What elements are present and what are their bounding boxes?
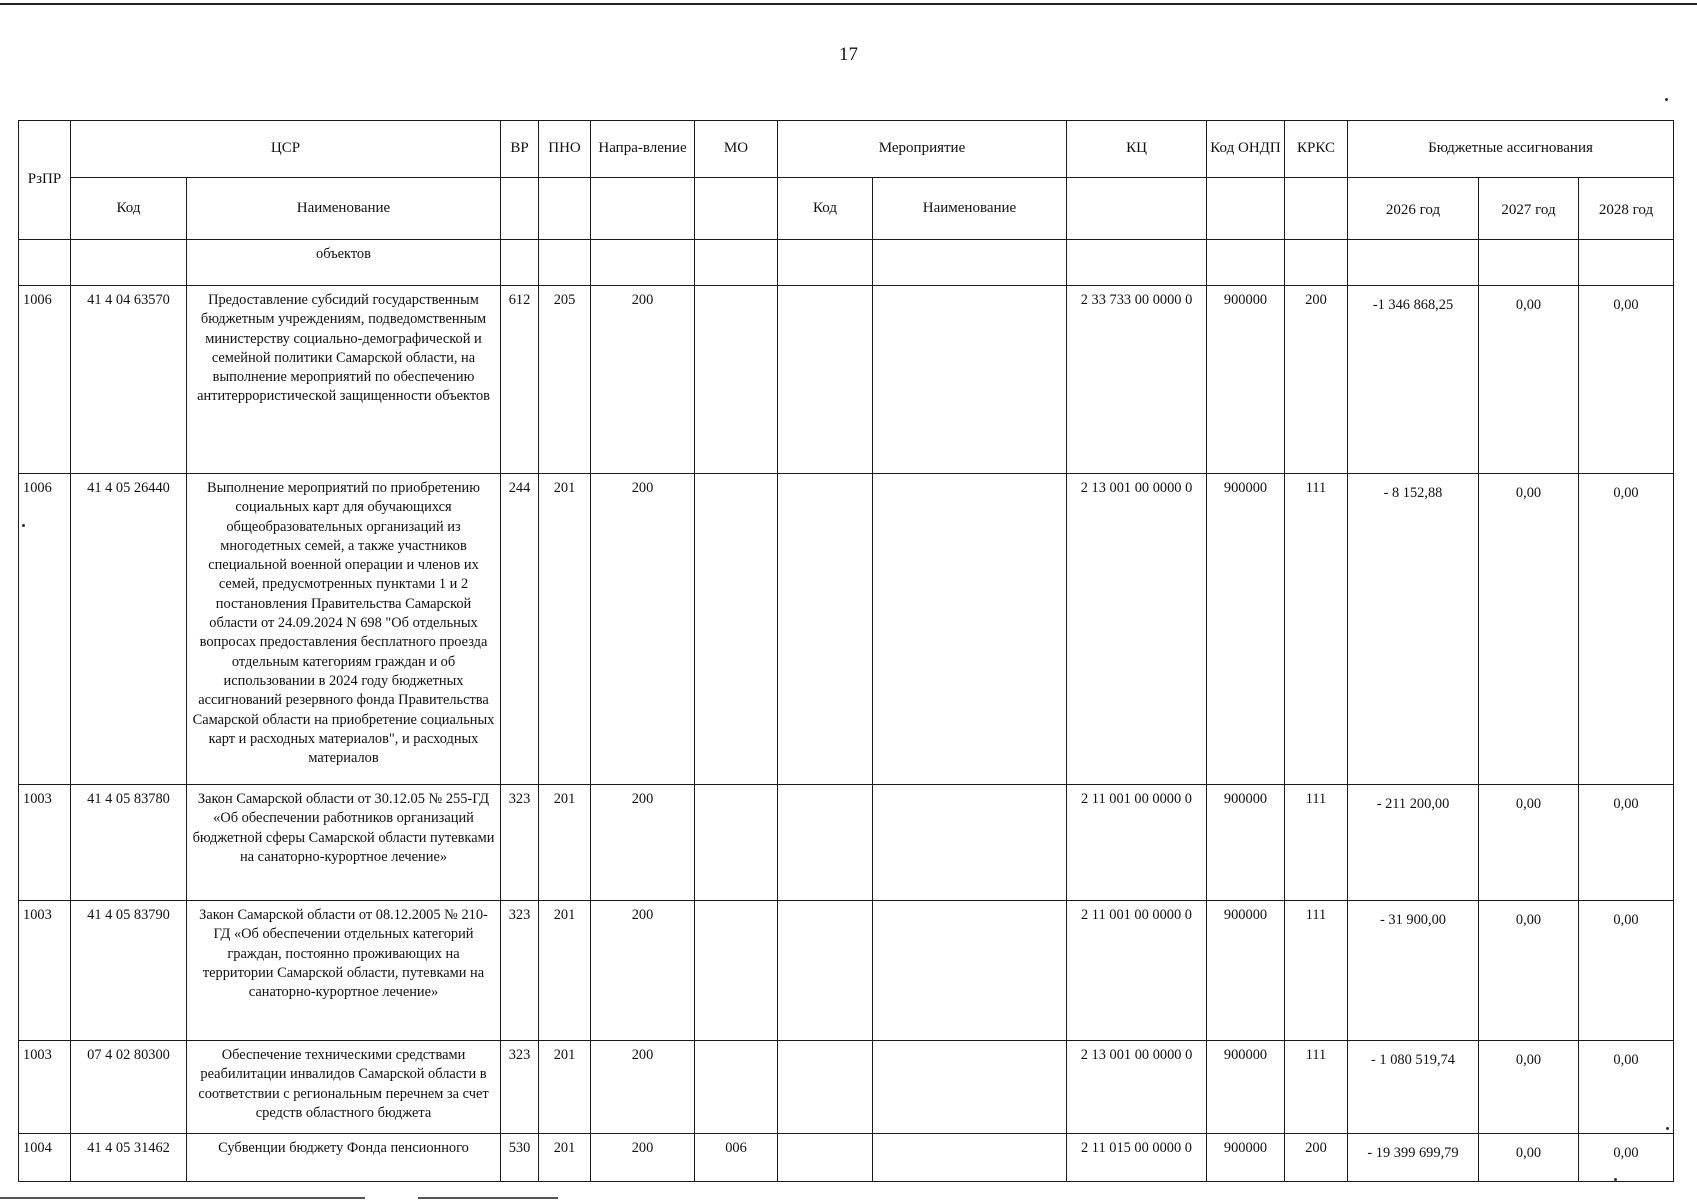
cell-event-code [778, 474, 873, 785]
cell-empty [1207, 240, 1285, 286]
table-row [19, 286, 1674, 474]
col-header-rzpr: РзПР [19, 121, 71, 240]
cell-kc: 2 13 001 00 0000 0 [1067, 474, 1207, 785]
cell-ondp: 900000 [1207, 785, 1285, 901]
col-header-empty [591, 178, 695, 240]
table-row [19, 785, 1674, 901]
cell-name-continuation: объектов [187, 240, 501, 286]
cell-2028: 0,00 [1579, 474, 1674, 785]
cell-kc: 2 11 001 00 0000 0 [1067, 785, 1207, 901]
cell-2026: - 211 200,00 [1348, 785, 1479, 901]
cell-rzpr: 1006 [19, 474, 71, 785]
col-header-empty [695, 178, 778, 240]
table-row [19, 901, 1674, 1041]
cell-direction: 200 [591, 1041, 695, 1134]
cell-krks: 111 [1285, 785, 1348, 901]
cell-pno: 205 [539, 286, 591, 474]
cell-direction: 200 [591, 286, 695, 474]
cell-2026: - 1 080 519,74 [1348, 1041, 1479, 1134]
cell-name: Субвенции бюджету Фонда пенсионного [187, 1134, 501, 1182]
cell-2028: 0,00 [1579, 286, 1674, 474]
cell-empty [1067, 240, 1207, 286]
cell-name: Закон Самарской области от 08.12.2005 № 210-ГД «Об обеспечении отдельных категорий граждан, постоянно проживающих на территории Самарской области, путевками на санаторно-курортное лечение» [187, 901, 501, 1041]
cell-ondp: 900000 [1207, 286, 1285, 474]
col-header-ondp: Код ОНДП [1207, 121, 1285, 178]
cell-mo [695, 286, 778, 474]
col-header-2028: 2028 год [1579, 178, 1674, 240]
cell-empty [1285, 240, 1348, 286]
cell-code: 41 4 05 83780 [71, 785, 187, 901]
cell-ondp: 900000 [1207, 1041, 1285, 1134]
cell-2027: 0,00 [1479, 1134, 1579, 1182]
cell-code: 41 4 05 26440 [71, 474, 187, 785]
col-header-direction: Напра-вление [591, 121, 695, 178]
cell-vr: 323 [501, 901, 539, 1041]
cell-2027: 0,00 [1479, 474, 1579, 785]
cell-direction: 200 [591, 1134, 695, 1182]
cell-kc: 2 11 001 00 0000 0 [1067, 901, 1207, 1041]
cell-kc: 2 11 015 00 0000 0 [1067, 1134, 1207, 1182]
col-header-event-name: Наименование [873, 178, 1067, 240]
table-row [19, 474, 1674, 785]
cell-2028: 0,00 [1579, 785, 1674, 901]
cell-rzpr: 1004 [19, 1134, 71, 1182]
col-header-empty [501, 178, 539, 240]
continuation-row [19, 240, 1674, 286]
cell-krks: 111 [1285, 1041, 1348, 1134]
table-row [19, 1134, 1674, 1182]
cell-event-name [873, 785, 1067, 901]
cell-2026: - 31 900,00 [1348, 901, 1479, 1041]
cell-vr: 530 [501, 1134, 539, 1182]
scan-speck [1665, 98, 1668, 101]
header-row-1 [19, 121, 1674, 178]
cell-direction: 200 [591, 474, 695, 785]
col-header-empty [1285, 178, 1348, 240]
cell-empty [873, 240, 1067, 286]
cell-empty [1348, 240, 1479, 286]
cell-krks: 111 [1285, 901, 1348, 1041]
cell-event-code [778, 286, 873, 474]
cell-mo [695, 1041, 778, 1134]
cell-name: Обеспечение техническими средствами реабилитации инвалидов Самарской области в соответствии с региональным перечнем за счет средств областного бюджета [187, 1041, 501, 1134]
cell-2028: 0,00 [1579, 1134, 1674, 1182]
cell-event-name [873, 286, 1067, 474]
col-header-empty [1067, 178, 1207, 240]
page-number: 17 [839, 44, 858, 65]
col-header-budget: Бюджетные ассигнования [1348, 121, 1674, 178]
cell-2027: 0,00 [1479, 901, 1579, 1041]
cell-event-code [778, 901, 873, 1041]
cell-empty [501, 240, 539, 286]
cell-2027: 0,00 [1479, 1041, 1579, 1134]
cell-pno: 201 [539, 785, 591, 901]
cell-ondp: 900000 [1207, 1134, 1285, 1182]
cell-krks: 200 [1285, 1134, 1348, 1182]
table-row [19, 1041, 1674, 1134]
cell-mo [695, 785, 778, 901]
cell-2027: 0,00 [1479, 286, 1579, 474]
cell-mo [695, 901, 778, 1041]
cell-vr: 323 [501, 1041, 539, 1134]
cell-empty [591, 240, 695, 286]
col-header-2026: 2026 год [1348, 178, 1479, 240]
col-header-csr-name: Наименование [187, 178, 501, 240]
cell-event-name [873, 474, 1067, 785]
cell-code: 41 4 05 83790 [71, 901, 187, 1041]
cell-rzpr: 1003 [19, 1041, 71, 1134]
col-header-krks: КРКС [1285, 121, 1348, 178]
col-header-empty [539, 178, 591, 240]
bottom-rule [418, 1197, 558, 1199]
scan-speck [22, 524, 25, 527]
cell-2028: 0,00 [1579, 901, 1674, 1041]
cell-krks: 200 [1285, 286, 1348, 474]
cell-name: Предоставление субсидий государственным бюджетным учреждениям, подведомственным министерству социально-демографической и семейной политики Самарской области, на выполнение мероприятий по обеспечению антитеррористической защищенности объектов [187, 286, 501, 474]
col-header-pno: ПНО [539, 121, 591, 178]
cell-ondp: 900000 [1207, 901, 1285, 1041]
cell-empty [695, 240, 778, 286]
cell-rzpr: 1003 [19, 785, 71, 901]
cell-direction: 200 [591, 785, 695, 901]
cell-event-name [873, 901, 1067, 1041]
cell-mo [695, 474, 778, 785]
cell-vr: 323 [501, 785, 539, 901]
cell-2026: -1 346 868,25 [1348, 286, 1479, 474]
cell-pno: 201 [539, 901, 591, 1041]
cell-rzpr: 1003 [19, 901, 71, 1041]
bottom-rule [0, 1197, 365, 1199]
cell-name: Выполнение мероприятий по приобретению социальных карт для обучающихся общеобразовательных организаций из многодетных семей, а также участников специальной военной операции и членов их семей, предусмотренных пунктами 1 и 2 постановления Правительства Самарской области от 24.09.2024 N 698 "Об отдельных вопросах предоставления бесплатного проезда отдельным категориям граждан и об использовании в 2024 году бюджетных ассигнований резервного фонда Правительства Самарской области на приобретение социальных карт и расходных материалов", и расходных материалов [187, 474, 501, 785]
col-header-csr: ЦСР [71, 121, 501, 178]
cell-code: 07 4 02 80300 [71, 1041, 187, 1134]
col-header-empty [1207, 178, 1285, 240]
col-header-vr: ВР [501, 121, 539, 178]
cell-ondp: 900000 [1207, 474, 1285, 785]
scan-speck [1614, 1178, 1617, 1181]
cell-empty [778, 240, 873, 286]
cell-event-code [778, 785, 873, 901]
col-header-2027: 2027 год [1479, 178, 1579, 240]
cell-2027: 0,00 [1479, 785, 1579, 901]
cell-mo: 006 [695, 1134, 778, 1182]
cell-code: 41 4 04 63570 [71, 286, 187, 474]
col-header-mo: МО [695, 121, 778, 178]
cell-event-code [778, 1041, 873, 1134]
cell-empty [19, 240, 71, 286]
cell-code: 41 4 05 31462 [71, 1134, 187, 1182]
cell-pno: 201 [539, 1041, 591, 1134]
cell-kc: 2 13 001 00 0000 0 [1067, 1041, 1207, 1134]
cell-2028: 0,00 [1579, 1041, 1674, 1134]
cell-2026: - 19 399 699,79 [1348, 1134, 1479, 1182]
cell-event-code [778, 1134, 873, 1182]
cell-name: Закон Самарской области от 30.12.05 № 255-ГД «Об обеспечении работников организаций бюджетной сферы Самарской области путевками на санаторно-курортное лечение» [187, 785, 501, 901]
cell-direction: 200 [591, 901, 695, 1041]
cell-empty [1579, 240, 1674, 286]
cell-pno: 201 [539, 1134, 591, 1182]
col-header-kc: КЦ [1067, 121, 1207, 178]
cell-empty [1479, 240, 1579, 286]
cell-vr: 244 [501, 474, 539, 785]
budget-table [18, 120, 1674, 1182]
cell-2026: - 8 152,88 [1348, 474, 1479, 785]
col-header-csr-code: Код [71, 178, 187, 240]
cell-pno: 201 [539, 474, 591, 785]
cell-event-name [873, 1041, 1067, 1134]
cell-kc: 2 33 733 00 0000 0 [1067, 286, 1207, 474]
scan-speck [1666, 1127, 1669, 1130]
header-row-2 [19, 178, 1674, 240]
cell-empty [71, 240, 187, 286]
cell-vr: 612 [501, 286, 539, 474]
cell-krks: 111 [1285, 474, 1348, 785]
col-header-event: Мероприятие [778, 121, 1067, 178]
cell-rzpr: 1006 [19, 286, 71, 474]
cell-event-name [873, 1134, 1067, 1182]
col-header-event-code: Код [778, 178, 873, 240]
cell-empty [539, 240, 591, 286]
top-rule [0, 3, 1697, 5]
